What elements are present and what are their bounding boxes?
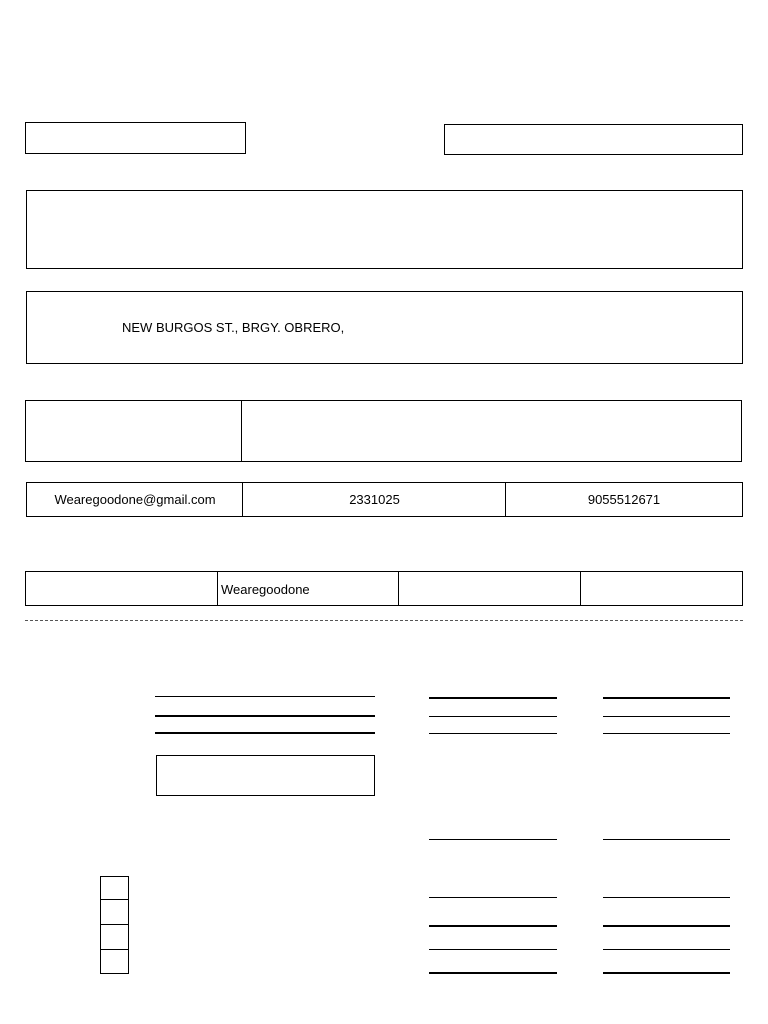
cut-line xyxy=(25,620,743,621)
address-text: NEW BURGOS ST., BRGY. OBRERO, xyxy=(122,320,345,335)
top-right-field xyxy=(444,124,743,155)
name-field-box xyxy=(26,190,743,269)
line-right-2 xyxy=(603,716,730,717)
line-right-6 xyxy=(603,925,730,927)
address-box xyxy=(26,291,743,364)
line-mid-1 xyxy=(429,697,557,699)
line-left-3 xyxy=(155,732,375,734)
line-mid-5 xyxy=(429,897,557,898)
line-right-3 xyxy=(603,733,730,734)
line-mid-2 xyxy=(429,716,557,717)
info-right-cell xyxy=(241,400,742,462)
phone-text-2: 9055512671 xyxy=(587,492,661,507)
email-text: Wearegoodone@gmail.com xyxy=(54,492,216,507)
phone-text-1: 2331025 xyxy=(349,492,400,507)
bottom-cell-2 xyxy=(217,571,400,606)
bottom-cell-1 xyxy=(25,571,219,606)
line-mid-7 xyxy=(429,949,557,950)
checkbox-2[interactable] xyxy=(100,899,129,925)
phone-cell-1 xyxy=(242,482,507,517)
line-mid-3 xyxy=(429,733,557,734)
checkbox-1[interactable] xyxy=(100,876,129,900)
bottom-cell-3 xyxy=(398,571,582,606)
line-mid-4 xyxy=(429,839,557,840)
email-cell xyxy=(26,482,244,517)
line-right-5 xyxy=(603,897,730,898)
line-left-2 xyxy=(155,715,375,717)
checkbox-3[interactable] xyxy=(100,924,129,950)
phone-cell-2 xyxy=(505,482,743,517)
line-right-4 xyxy=(603,839,730,840)
line-right-8 xyxy=(603,972,730,974)
line-right-1 xyxy=(603,697,730,699)
top-left-field xyxy=(25,122,246,154)
bottom-cell-4 xyxy=(580,571,743,606)
line-left-1 xyxy=(155,696,375,697)
line-right-7 xyxy=(603,949,730,950)
small-left-box xyxy=(156,755,375,796)
line-mid-6 xyxy=(429,925,557,927)
info-left-cell xyxy=(25,400,243,462)
line-mid-8 xyxy=(429,972,557,974)
bottom-name-text: Wearegoodone xyxy=(221,582,310,597)
checkbox-4[interactable] xyxy=(100,949,129,974)
